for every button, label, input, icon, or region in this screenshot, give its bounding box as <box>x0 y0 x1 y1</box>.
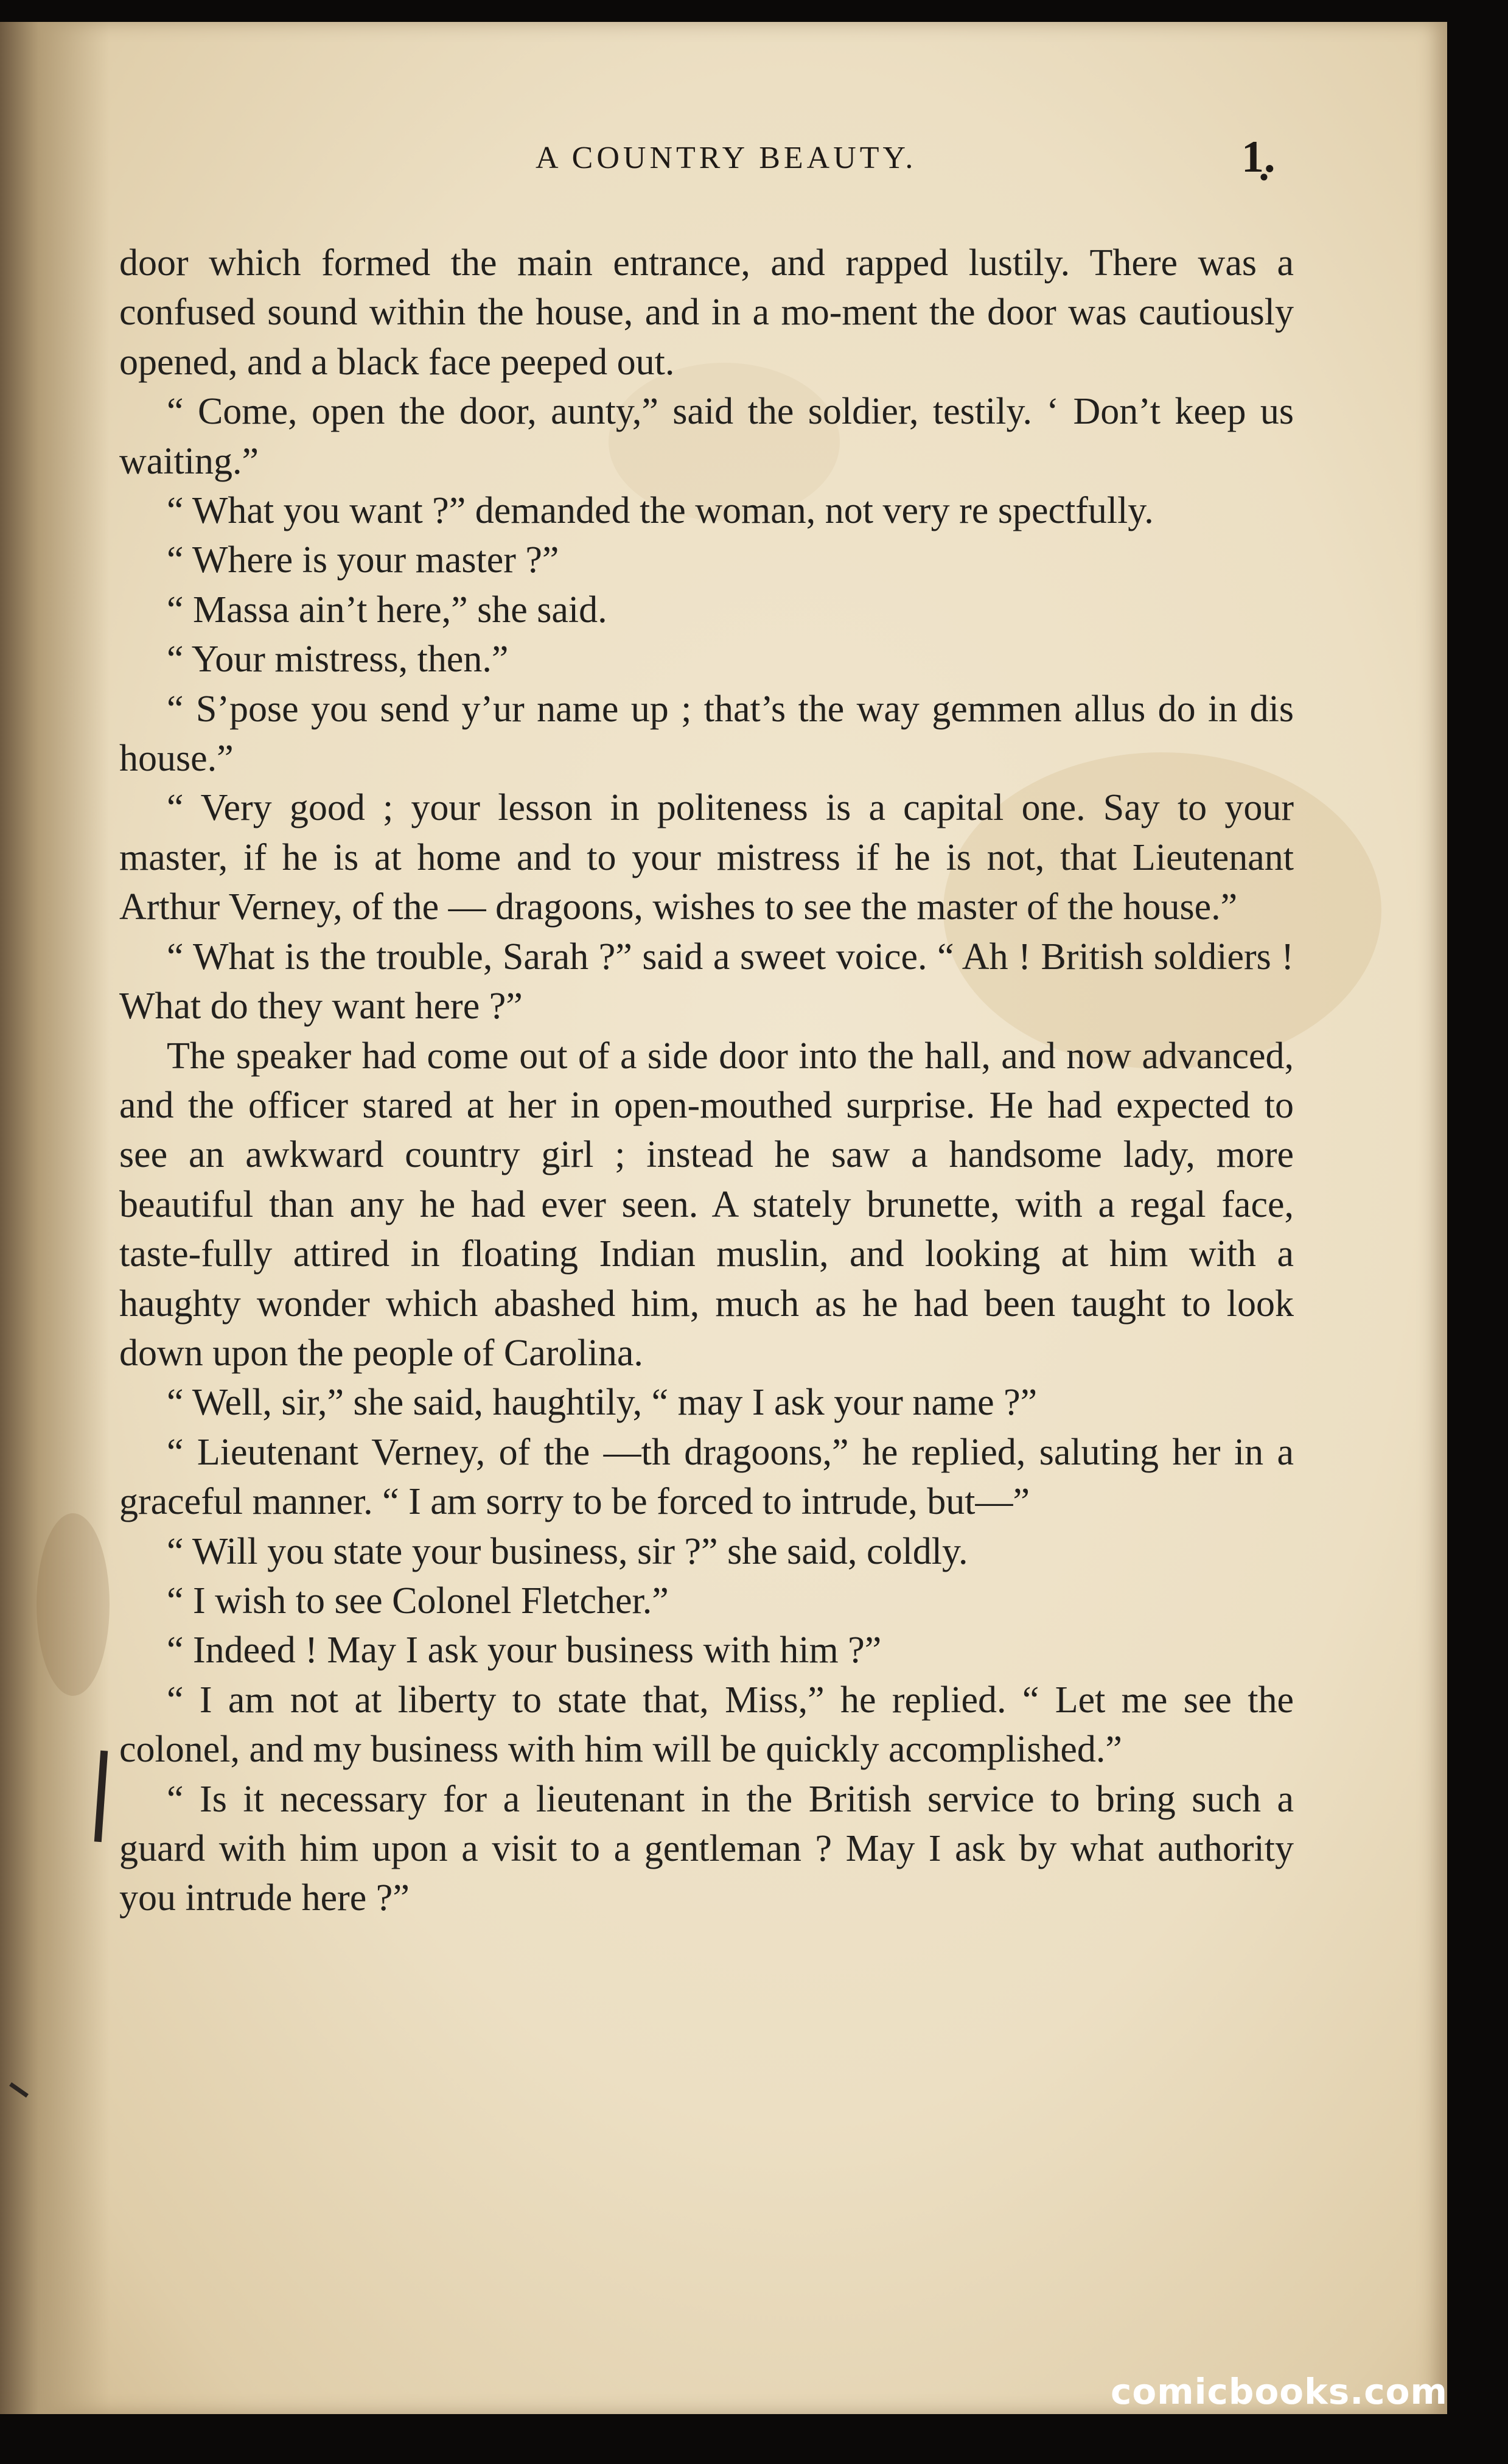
paragraph: “ Come, open the door, aunty,” said the soldier, testily. ‘ Don’t keep us waiting.” <box>119 391 1294 482</box>
paragraph: “ Massa ain’t here,” she said. <box>167 589 607 631</box>
paragraph: “ Indeed ! May I ask your business with him ?” <box>167 1629 882 1671</box>
paragraph: “ Well, sir,” she said, haughtily, “ may I ask your name ?” <box>167 1382 1038 1424</box>
page-number: 1̣. <box>1241 132 1276 182</box>
paragraph: “ Where is your master ?” <box>167 539 559 581</box>
paragraph: “ What you want ?” demanded the woman, not very re spectfully. <box>167 490 1154 532</box>
running-title: A COUNTRY BEAUTY. <box>536 141 917 175</box>
paragraph: “ I wish to see Colonel Fletcher.” <box>167 1580 669 1622</box>
paragraph: “ Very good ; your lesson in politeness is a capital one. Say to your master, if he is at home and to your mistress if he is not, that Lieutenant Arthur Verney, of the — dragoons, wishes to see the master of the house.” <box>119 787 1294 928</box>
paragraph: “ S’pose you send y’ur name up ; that’s the way gemmen allus do in dis house.” <box>119 688 1294 780</box>
paragraph: door which formed the main entrance, and rapped lustily. There was a confused sound within the house, and in a mo-ment the door was cautiously opened, and a black face peeped out. <box>119 242 1294 383</box>
paragraph: “ I am not at liberty to state that, Miss,” he replied. “ Let me see the colonel, and my business with him will be quickly accomplished.” <box>119 1679 1294 1771</box>
page-body-text <box>119 239 1294 1923</box>
paper-stain <box>37 1513 110 1696</box>
paragraph: The speaker had come out of a side door into the hall, and now advanced, and the officer stared at her in open-mouthed surprise. He had expected to see an awkward country girl ; instead he saw a handsome lady, more beautiful than any he had ever seen. A stately brunette, with a regal face, taste-fully attired in floating Indian muslin, and looking at him with a haughty wonder which abashed him, much as he had been taught to look down upon the people of Carolina. <box>119 1035 1294 1374</box>
paragraph: “ Your mistress, then.” <box>167 639 509 681</box>
running-header <box>0 131 1447 180</box>
watermark: comicbooks.com <box>1111 2371 1448 2412</box>
paragraph: “ Will you state your business, sir ?” she said, coldly. <box>167 1530 968 1572</box>
page-gutter-shadow <box>0 22 110 2414</box>
paragraph: “ What is the trouble, Sarah ?” said a sweet voice. “ Ah ! British soldiers ! What do they want here ?” <box>119 936 1294 1027</box>
book-page <box>0 22 1447 2414</box>
paragraph: “ Lieutenant Verney, of the —th dragoons,” he replied, saluting her in a graceful manner. “ I am sorry to be forced to intrude, but—” <box>119 1431 1294 1523</box>
paragraph: “ Is it necessary for a lieutenant in the British service to bring such a guard with him upon a visit to a gentleman ? May I ask by what authority you intrude here ?” <box>119 1778 1294 1919</box>
